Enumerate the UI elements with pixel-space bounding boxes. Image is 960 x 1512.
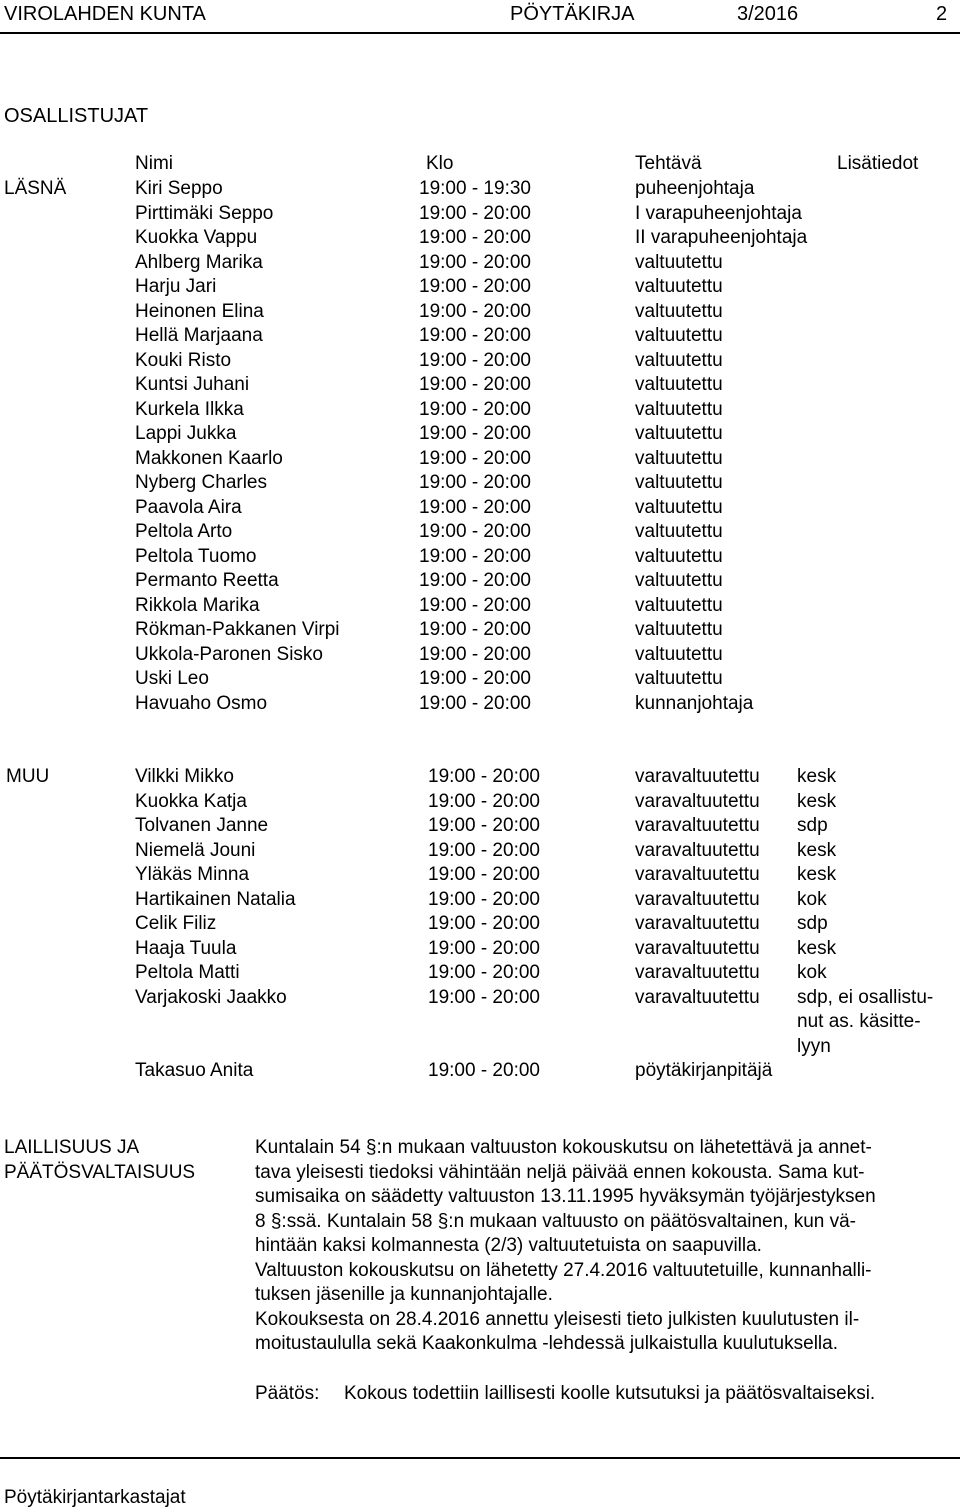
person-role: pöytäkirjanpitäjä	[635, 1060, 773, 1081]
person-role: varavaltuutettu	[635, 962, 760, 983]
person-time: 19:00 - 20:00	[419, 276, 531, 297]
person-info: kesk	[797, 839, 837, 861]
person-role: valtuutettu	[635, 496, 723, 518]
person-time: 19:00 - 20:00	[419, 251, 531, 273]
person-info: nut as. käsitte-	[797, 1011, 921, 1032]
person-name: Ahlberg Marika	[135, 251, 263, 273]
table-row	[0, 251, 960, 276]
person-role: valtuutettu	[635, 447, 723, 469]
page-header	[4, 1, 956, 27]
table-row	[0, 349, 960, 374]
paragraph-line: Valtuuston kokouskutsu on lähetetty 27.4.2016 valtuutetuille, kunnanhalli-	[255, 1259, 872, 1281]
header-number: 3/2016	[737, 3, 799, 25]
person-name: Varjakoski Jaakko	[135, 986, 287, 1008]
table-row	[0, 300, 960, 325]
person-name: Kouki Risto	[135, 349, 232, 371]
decision-text: Kokous todettiin laillisesti koolle kutsutuksi ja päätösvaltaiseksi.	[344, 1383, 876, 1404]
footer-title: Pöytäkirjantarkastajat	[4, 1487, 186, 1508]
person-info: sdp	[797, 815, 828, 836]
person-name: Tolvanen Janne	[135, 815, 269, 836]
table-row	[0, 765, 960, 790]
person-info: sdp	[797, 913, 828, 934]
paragraph-line: hintään kaksi kolmannesta (2/3) valtuutetuista on saapuvilla.	[255, 1235, 762, 1256]
table-row	[0, 839, 960, 864]
person-role: varavaltuutettu	[635, 888, 760, 910]
person-info: lyyn	[797, 1035, 831, 1057]
person-time: 19:00 - 20:00	[419, 521, 531, 542]
person-name: Ukkola-Paronen Sisko	[135, 643, 323, 665]
person-time: 19:00 - 20:00	[419, 496, 531, 518]
person-name: Paavola Aira	[135, 496, 242, 518]
person-time: 19:00 - 20:00	[419, 374, 531, 395]
table-row	[0, 422, 960, 447]
person-time: 19:00 - 20:00	[419, 619, 531, 640]
paragraph-line: Kokouksesta on 28.4.2016 annettu yleisesti tieto julkisten kuulutusten il-	[255, 1308, 860, 1330]
person-role: valtuutettu	[635, 619, 723, 640]
table-row	[0, 545, 960, 570]
table-row	[0, 863, 960, 888]
person-time: 19:00 - 20:00	[428, 839, 540, 861]
person-role: varavaltuutettu	[635, 986, 760, 1008]
person-role: I varapuheenjohtaja	[635, 202, 802, 224]
person-name: Celik Filiz	[135, 913, 217, 934]
header-org: VIROLAHDEN KUNTA	[4, 3, 206, 25]
person-time: 19:00 - 20:00	[419, 668, 531, 689]
person-name: Niemelä Jouni	[135, 839, 256, 861]
person-role: valtuutettu	[635, 570, 723, 591]
decision-label: Päätös:	[255, 1383, 320, 1404]
person-role: valtuutettu	[635, 276, 723, 297]
table-row	[0, 447, 960, 472]
table-row	[0, 888, 960, 913]
person-time: 19:00 - 20:00	[419, 300, 531, 322]
person-info: kesk	[797, 937, 837, 959]
person-time: 19:00 - 19:30	[419, 178, 531, 199]
table-row	[0, 594, 960, 619]
person-time: 19:00 - 20:00	[428, 790, 540, 812]
person-role: valtuutettu	[635, 374, 723, 395]
person-name: Nyberg Charles	[135, 472, 267, 493]
person-role: valtuutettu	[635, 594, 723, 616]
person-name: Kurkela Ilkka	[135, 398, 244, 420]
person-time: 19:00 - 20:00	[419, 545, 531, 567]
legality-title-line: LAILLISUUS JA	[4, 1137, 140, 1158]
person-role: valtuutettu	[635, 545, 723, 567]
person-role: valtuutettu	[635, 423, 723, 444]
col-name: Nimi	[135, 153, 173, 174]
person-role: varavaltuutettu	[635, 864, 760, 885]
person-time: 19:00 - 20:00	[419, 643, 531, 665]
person-name: Rökman-Pakkanen Virpi	[135, 619, 340, 640]
table-row	[0, 177, 960, 202]
person-role: valtuutettu	[635, 472, 723, 493]
person-name: Kuntsi Juhani	[135, 374, 250, 395]
other-label: MUU	[6, 766, 50, 787]
person-time: 19:00 - 20:00	[428, 1060, 540, 1081]
person-time: 19:00 - 20:00	[419, 349, 531, 371]
person-name: Permanto Reetta	[135, 570, 279, 591]
table-row	[0, 790, 960, 815]
person-name: Kuokka Vappu	[135, 227, 258, 248]
person-name: Peltola Matti	[135, 962, 240, 983]
paragraph-line: 8 §:ssä. Kuntalain 58 §:n mukaan valtuusto on päätösvaltainen, kun vä-	[255, 1210, 857, 1232]
table-row	[0, 398, 960, 423]
table-row	[0, 202, 960, 227]
person-role: II varapuheenjohtaja	[635, 227, 808, 248]
person-role: varavaltuutettu	[635, 913, 760, 934]
person-name: Haaja Tuula	[135, 937, 237, 959]
person-time: 19:00 - 20:00	[428, 986, 540, 1008]
person-role: valtuutettu	[635, 643, 723, 665]
decision	[0, 1382, 960, 1407]
person-time: 19:00 - 20:00	[419, 227, 531, 248]
person-name: Kiri Seppo	[135, 178, 223, 199]
legality-title-line: PÄÄTÖSVALTAISUUS	[4, 1161, 196, 1183]
header-rule	[0, 32, 960, 34]
person-role: varavaltuutettu	[635, 790, 760, 812]
person-role: valtuutettu	[635, 251, 723, 273]
person-info: kesk	[797, 864, 837, 885]
person-name: Rikkola Marika	[135, 594, 260, 616]
person-name: Hellä Marjaana	[135, 325, 263, 346]
person-name: Havuaho Osmo	[135, 692, 268, 714]
person-info: kok	[797, 888, 827, 910]
person-time: 19:00 - 20:00	[428, 864, 540, 885]
person-role: kunnanjohtaja	[635, 692, 754, 714]
present-label: LÄSNÄ	[4, 178, 67, 199]
person-name: Harju Jari	[135, 276, 217, 297]
table-row	[0, 912, 960, 937]
table-row	[0, 275, 960, 300]
person-role: valtuutettu	[635, 521, 723, 542]
person-time: 19:00 - 20:00	[428, 888, 540, 910]
person-role: varavaltuutettu	[635, 937, 760, 959]
legality-title	[4, 1136, 195, 1185]
person-time: 19:00 - 20:00	[419, 570, 531, 591]
person-time: 19:00 - 20:00	[419, 325, 531, 346]
person-role: puheenjohtaja	[635, 178, 755, 199]
person-role: varavaltuutettu	[635, 839, 760, 861]
person-name: Heinonen Elina	[135, 300, 264, 322]
person-name: Peltola Tuomo	[135, 545, 257, 567]
table-row	[0, 667, 960, 692]
person-role: varavaltuutettu	[635, 766, 760, 787]
legality-paragraph	[255, 1136, 955, 1357]
person-name: Vilkki Mikko	[135, 766, 234, 787]
person-time: 19:00 - 20:00	[428, 766, 540, 787]
paragraph-line: Kuntalain 54 §:n mukaan valtuuston kokouskutsu on lähetettävä ja annet-	[255, 1137, 872, 1158]
header-doc-type: PÖYTÄKIRJA	[510, 3, 635, 25]
person-info: kesk	[797, 790, 837, 812]
person-name: Kuokka Katja	[135, 790, 247, 812]
person-time: 19:00 - 20:00	[428, 962, 540, 983]
column-headers	[0, 152, 960, 177]
table-row	[0, 961, 960, 986]
person-role: valtuutettu	[635, 325, 723, 346]
col-time: Klo	[426, 153, 454, 174]
person-time: 19:00 - 20:00	[428, 815, 540, 836]
person-time: 19:00 - 20:00	[419, 594, 531, 616]
paragraph-line: tava yleisesti tiedoksi vähintään neljä päivää ennen kokousta. Sama kut-	[255, 1161, 865, 1183]
table-row	[0, 986, 960, 1057]
person-name: Hartikainen Natalia	[135, 888, 296, 910]
table-row	[0, 471, 960, 496]
table-row	[0, 618, 960, 643]
table-row	[0, 373, 960, 398]
person-time: 19:00 - 20:00	[419, 202, 531, 224]
table-row	[0, 937, 960, 962]
person-time: 19:00 - 20:00	[428, 937, 540, 959]
person-role: valtuutettu	[635, 349, 723, 371]
paragraph-line: tuksen jäsenille ja kunnanjohtajalle.	[255, 1284, 553, 1305]
person-role: valtuutettu	[635, 300, 723, 322]
table-row	[0, 692, 960, 717]
header-page: 2	[936, 3, 948, 25]
person-role: varavaltuutettu	[635, 815, 760, 836]
table-row	[0, 226, 960, 251]
person-role: valtuutettu	[635, 668, 723, 689]
footer-rule	[0, 1457, 960, 1459]
person-name: Yläkäs Minna	[135, 864, 250, 885]
table-row	[0, 814, 960, 839]
table-row	[0, 643, 960, 668]
col-info: Lisätiedot	[837, 153, 919, 174]
person-name: Takasuo Anita	[135, 1060, 254, 1081]
person-time: 19:00 - 20:00	[419, 398, 531, 420]
table-row	[0, 520, 960, 545]
col-role: Tehtävä	[635, 153, 702, 174]
table-row	[0, 496, 960, 521]
person-time: 19:00 - 20:00	[419, 423, 531, 444]
person-role: valtuutettu	[635, 398, 723, 420]
person-name: Pirttimäki Seppo	[135, 202, 274, 224]
table-row	[0, 1059, 960, 1084]
person-time: 19:00 - 20:00	[419, 472, 531, 493]
person-time: 19:00 - 20:00	[419, 447, 531, 469]
paragraph-line: moitustaululla sekä Kaakonkulma -lehdessä julkaistulla kuulutuksella.	[255, 1333, 838, 1354]
person-time: 19:00 - 20:00	[428, 913, 540, 934]
person-name: Peltola Arto	[135, 521, 233, 542]
section-title: OSALLISTUJAT	[4, 105, 149, 127]
person-name: Lappi Jukka	[135, 423, 237, 444]
person-time: 19:00 - 20:00	[419, 692, 531, 714]
person-info: kok	[797, 962, 827, 983]
paragraph-line: sumisaika on säädetty valtuuston 13.11.1995 hyväksymän työjärjestyksen	[255, 1186, 876, 1207]
person-name: Makkonen Kaarlo	[135, 447, 283, 469]
table-row	[0, 324, 960, 349]
person-info: sdp, ei osallistu-	[797, 986, 934, 1008]
person-info: kesk	[797, 766, 837, 787]
person-name: Uski Leo	[135, 668, 209, 689]
table-row	[0, 569, 960, 594]
